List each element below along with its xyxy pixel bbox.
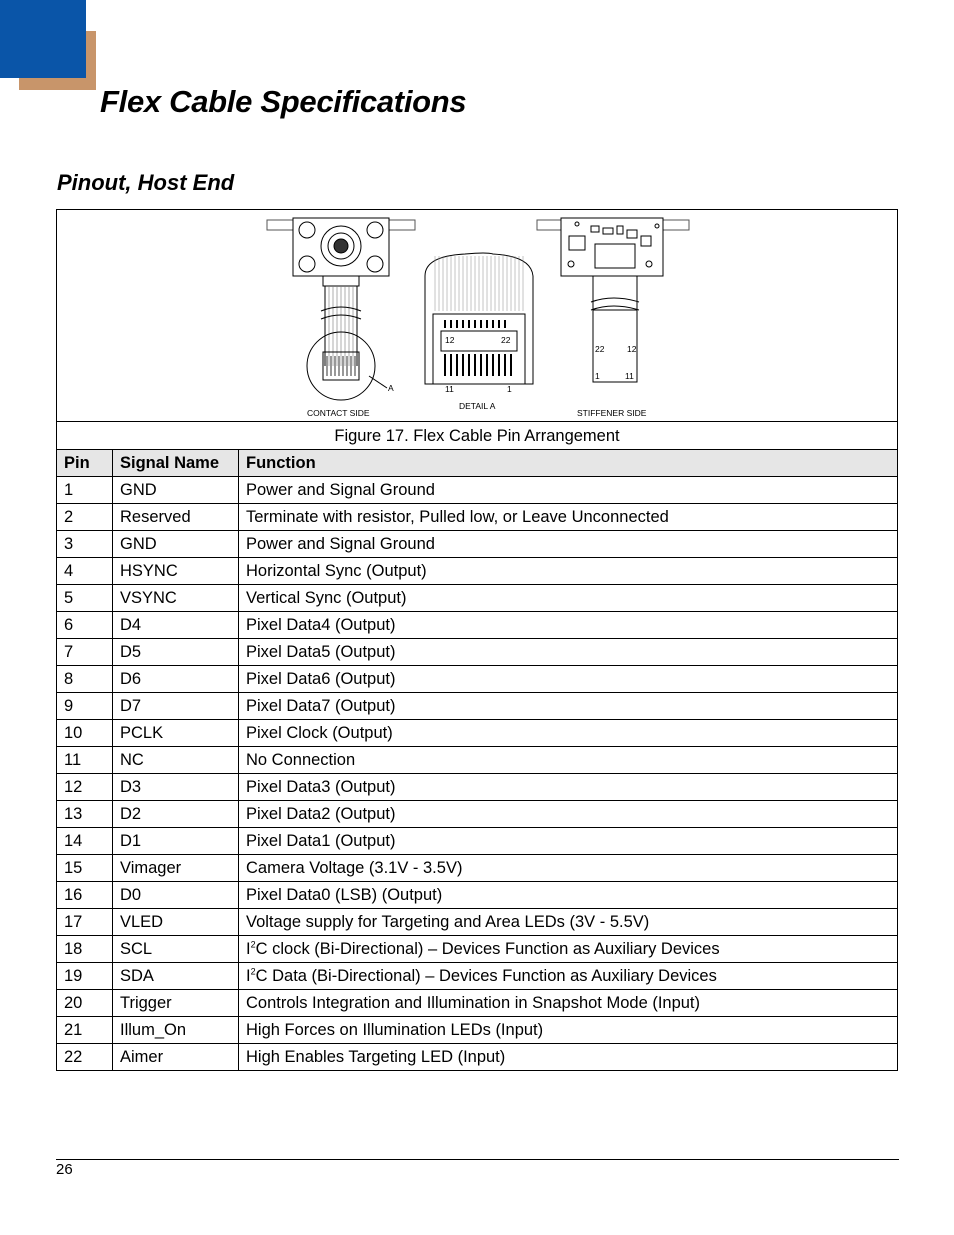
function-prefix: I <box>246 940 251 958</box>
function-cell <box>239 504 898 531</box>
signal-name-cell: D4 <box>113 612 239 639</box>
signal-name-cell: Reserved <box>113 504 239 531</box>
column-header-signal-name: Signal Name <box>113 450 239 477</box>
stiffener-pin-1-label: 1 <box>595 371 600 381</box>
pin-cell: 17 <box>57 909 113 936</box>
pin-cell: 3 <box>57 531 113 558</box>
stiffener-pin-22-label: 22 <box>595 344 605 354</box>
figure-box <box>56 209 898 421</box>
detail-pin-22-label: 22 <box>501 335 511 345</box>
column-header-function: Function <box>239 450 898 477</box>
function-text: C Data (Bi-Directional) – Devices Function as Auxiliary Devices <box>255 967 717 985</box>
signal-name-cell: GND <box>113 477 239 504</box>
function-text: Pixel Data4 (Output) <box>246 616 396 634</box>
pin-cell: 11 <box>57 747 113 774</box>
function-cell <box>239 990 898 1017</box>
function-cell <box>239 855 898 882</box>
table-row <box>57 531 898 558</box>
table-row <box>57 1044 898 1071</box>
table-row <box>57 990 898 1017</box>
signal-name-cell: Trigger <box>113 990 239 1017</box>
function-text: Pixel Data2 (Output) <box>246 805 396 823</box>
pin-cell: 21 <box>57 1017 113 1044</box>
function-cell <box>239 666 898 693</box>
pin-cell: 20 <box>57 990 113 1017</box>
pin-cell: 1 <box>57 477 113 504</box>
signal-name-cell: NC <box>113 747 239 774</box>
signal-name-cell: D7 <box>113 693 239 720</box>
contact-side-drawing <box>267 218 415 400</box>
function-cell <box>239 747 898 774</box>
table-row <box>57 558 898 585</box>
stiffener-pin-12-label: 12 <box>627 344 637 354</box>
pin-cell: 18 <box>57 936 113 963</box>
signal-name-cell: Vimager <box>113 855 239 882</box>
function-superscript: 2 <box>250 966 256 977</box>
table-row <box>57 639 898 666</box>
signal-name-cell: GND <box>113 531 239 558</box>
function-text: Horizontal Sync (Output) <box>246 562 427 580</box>
pin-cell: 12 <box>57 774 113 801</box>
function-cell <box>239 936 898 963</box>
function-text: No Connection <box>246 751 356 769</box>
signal-name-cell: D2 <box>113 801 239 828</box>
function-cell <box>239 477 898 504</box>
table-header-row <box>57 450 898 477</box>
function-text: Terminate with resistor, Pulled low, or Leave Unconnected <box>246 508 669 526</box>
pin-cell: 7 <box>57 639 113 666</box>
detail-a-drawing <box>425 253 533 384</box>
signal-name-cell: Illum_On <box>113 1017 239 1044</box>
footer-rule <box>56 1159 899 1160</box>
figure-caption: Figure 17. Flex Cable Pin Arrangement <box>56 421 898 450</box>
function-text: Pixel Data1 (Output) <box>246 832 396 850</box>
signal-name-cell: D3 <box>113 774 239 801</box>
table-row <box>57 909 898 936</box>
pin-cell: 19 <box>57 963 113 990</box>
function-text: Pixel Data0 (LSB) (Output) <box>246 886 443 904</box>
table-row <box>57 1017 898 1044</box>
signal-name-cell: D0 <box>113 882 239 909</box>
pin-cell: 15 <box>57 855 113 882</box>
function-cell <box>239 774 898 801</box>
table-row <box>57 747 898 774</box>
function-cell <box>239 963 898 990</box>
pin-cell: 10 <box>57 720 113 747</box>
function-cell <box>239 720 898 747</box>
page-title: Flex Cable Specifications <box>100 84 467 119</box>
pin-cell: 6 <box>57 612 113 639</box>
table-body <box>57 477 898 1071</box>
signal-name-cell: D5 <box>113 639 239 666</box>
detail-pin-1-label: 1 <box>507 384 512 394</box>
corner-accent-blue <box>0 0 86 78</box>
function-text: C clock (Bi-Directional) – Devices Function as Auxiliary Devices <box>255 940 720 958</box>
detail-pin-11-label: 11 <box>445 384 454 394</box>
table-row <box>57 504 898 531</box>
page-number: 26 <box>56 1161 73 1178</box>
table-row <box>57 666 898 693</box>
signal-name-cell: PCLK <box>113 720 239 747</box>
function-text: Pixel Data5 (Output) <box>246 643 396 661</box>
column-header-pin: Pin <box>57 450 113 477</box>
function-cell <box>239 585 898 612</box>
stiffener-side-drawing <box>537 218 689 382</box>
table-row <box>57 828 898 855</box>
function-text: High Forces on Illumination LEDs (Input) <box>246 1021 544 1039</box>
table-row <box>57 612 898 639</box>
flex-cable-diagram <box>265 216 690 420</box>
signal-name-cell: D6 <box>113 666 239 693</box>
table-row <box>57 693 898 720</box>
function-superscript: 2 <box>250 939 256 950</box>
table-row <box>57 801 898 828</box>
pin-cell: 16 <box>57 882 113 909</box>
function-text: Vertical Sync (Output) <box>246 589 407 607</box>
function-text: Pixel Data3 (Output) <box>246 778 396 796</box>
contact-side-label: CONTACT SIDE <box>307 408 370 418</box>
table-row <box>57 477 898 504</box>
function-text: Pixel Clock (Output) <box>246 724 393 742</box>
table-row <box>57 855 898 882</box>
function-text: Camera Voltage (3.1V - 3.5V) <box>246 859 463 877</box>
table-row <box>57 882 898 909</box>
signal-name-cell: D1 <box>113 828 239 855</box>
function-cell <box>239 801 898 828</box>
table-row <box>57 936 898 963</box>
function-cell <box>239 909 898 936</box>
function-cell <box>239 639 898 666</box>
function-prefix: I <box>246 967 251 985</box>
table-row <box>57 585 898 612</box>
table-row <box>57 774 898 801</box>
callout-label: A <box>388 383 394 393</box>
function-cell <box>239 693 898 720</box>
pin-cell: 22 <box>57 1044 113 1071</box>
function-cell <box>239 531 898 558</box>
function-text: Power and Signal Ground <box>246 535 435 553</box>
pinout-table <box>56 449 898 1071</box>
pin-cell: 13 <box>57 801 113 828</box>
stiffener-pin-11-label: 11 <box>625 371 634 381</box>
function-cell <box>239 882 898 909</box>
pin-cell: 14 <box>57 828 113 855</box>
pin-cell: 2 <box>57 504 113 531</box>
signal-name-cell: Aimer <box>113 1044 239 1071</box>
signal-name-cell: HSYNC <box>113 558 239 585</box>
function-cell <box>239 558 898 585</box>
function-cell <box>239 1017 898 1044</box>
table-row <box>57 720 898 747</box>
pin-cell: 9 <box>57 693 113 720</box>
pin-cell: 5 <box>57 585 113 612</box>
stiffener-side-label: STIFFENER SIDE <box>577 408 647 418</box>
function-text: High Enables Targeting LED (Input) <box>246 1048 506 1066</box>
detail-pin-12-label: 12 <box>445 335 455 345</box>
detail-a-label: DETAIL A <box>459 401 496 411</box>
function-text: Power and Signal Ground <box>246 481 435 499</box>
signal-name-cell: SCL <box>113 936 239 963</box>
function-text: Pixel Data7 (Output) <box>246 697 396 715</box>
function-text: Pixel Data6 (Output) <box>246 670 396 688</box>
function-cell <box>239 828 898 855</box>
function-cell <box>239 612 898 639</box>
table-row <box>57 963 898 990</box>
signal-name-cell: VSYNC <box>113 585 239 612</box>
signal-name-cell: SDA <box>113 963 239 990</box>
section-heading: Pinout, Host End <box>57 170 235 195</box>
pin-cell: 8 <box>57 666 113 693</box>
function-text: Voltage supply for Targeting and Area LEDs (3V - 5.5V) <box>246 913 650 931</box>
pin-cell: 4 <box>57 558 113 585</box>
signal-name-cell: VLED <box>113 909 239 936</box>
function-cell <box>239 1044 898 1071</box>
function-text: Controls Integration and Illumination in Snapshot Mode (Input) <box>246 994 701 1012</box>
